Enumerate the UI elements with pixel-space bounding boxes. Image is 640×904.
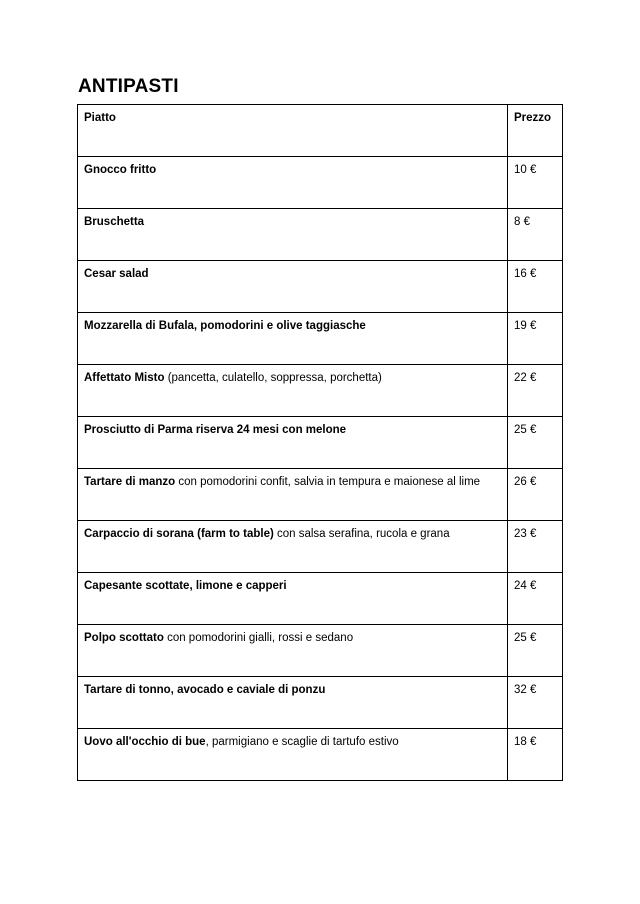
- header-price: Prezzo: [508, 105, 563, 157]
- dish-name: Uovo all'occhio di bue: [84, 736, 206, 748]
- dish-name: Gnocco fritto: [84, 164, 157, 176]
- table-row: [78, 521, 563, 573]
- table-row: [78, 209, 563, 261]
- dish-description: , parmigiano e scaglie di tartufo estivo: [205, 736, 399, 748]
- menu-table: [77, 104, 563, 781]
- price-cell: 25 €: [508, 625, 563, 677]
- dish-name: Prosciutto di Parma riserva 24 mesi con melone: [84, 424, 347, 436]
- table-row: [78, 261, 563, 313]
- table-row: [78, 157, 563, 209]
- dish-description: (pancetta, culatello, soppressa, porchetta): [164, 372, 382, 384]
- table-row: [78, 313, 563, 365]
- price-cell: 25 €: [508, 417, 563, 469]
- table-row: [78, 573, 563, 625]
- dish-cell: [78, 573, 508, 625]
- table-row: [78, 729, 563, 781]
- price-cell: 8 €: [508, 209, 563, 261]
- dish-cell: [78, 625, 508, 677]
- dish-name: Cesar salad: [84, 268, 149, 280]
- dish-cell: [78, 209, 508, 261]
- dish-cell: [78, 365, 508, 417]
- table-row: [78, 365, 563, 417]
- dish-name: Affettato Misto: [84, 372, 165, 384]
- dish-name: Mozzarella di Bufala, pomodorini e olive taggiasche: [84, 320, 366, 332]
- dish-cell: [78, 157, 508, 209]
- header-dish: Piatto: [78, 105, 508, 157]
- price-cell: 10 €: [508, 157, 563, 209]
- price-cell: 32 €: [508, 677, 563, 729]
- table-row: [78, 625, 563, 677]
- dish-description: con pomodorini confit, salvia in tempura e maionese al lime: [175, 476, 481, 488]
- dish-cell: [78, 417, 508, 469]
- dish-name: Polpo scottato: [84, 632, 164, 644]
- price-cell: 22 €: [508, 365, 563, 417]
- table-header-row: [78, 105, 563, 157]
- price-cell: 23 €: [508, 521, 563, 573]
- dish-name: Bruschetta: [84, 216, 145, 228]
- table-row: [78, 677, 563, 729]
- dish-cell: [78, 729, 508, 781]
- price-cell: 26 €: [508, 469, 563, 521]
- dish-cell: [78, 469, 508, 521]
- dish-cell: [78, 677, 508, 729]
- section-title: ANTIPASTI: [78, 76, 179, 97]
- dish-name: Capesante scottate, limone e capperi: [84, 580, 287, 592]
- table-row: [78, 469, 563, 521]
- dish-name: Tartare di tonno, avocado e caviale di ponzu: [84, 684, 326, 696]
- price-cell: 18 €: [508, 729, 563, 781]
- dish-description: con pomodorini gialli, rossi e sedano: [163, 632, 354, 644]
- price-cell: 24 €: [508, 573, 563, 625]
- table-row: [78, 417, 563, 469]
- dish-description: con salsa serafina, rucola e grana: [273, 528, 450, 540]
- dish-cell: [78, 313, 508, 365]
- dish-name: Carpaccio di sorana (farm to table): [84, 528, 274, 540]
- dish-cell: [78, 261, 508, 313]
- dish-name: Tartare di manzo: [84, 476, 176, 488]
- price-cell: 16 €: [508, 261, 563, 313]
- price-cell: 19 €: [508, 313, 563, 365]
- dish-cell: [78, 521, 508, 573]
